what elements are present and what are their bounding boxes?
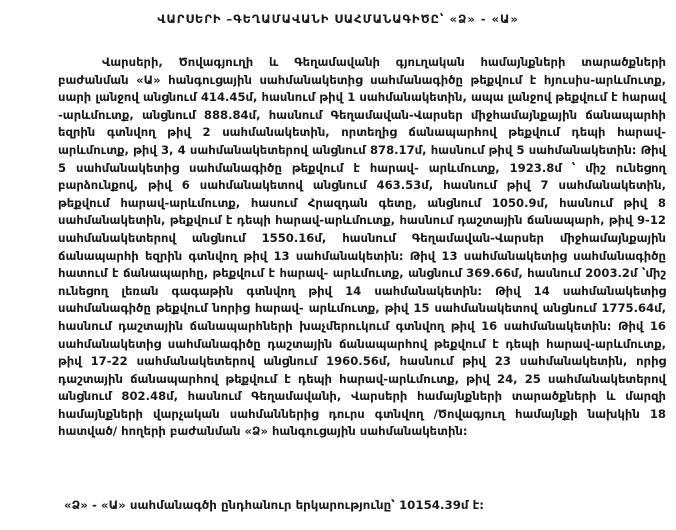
boundary-description-paragraph xyxy=(58,54,666,441)
paragraph-text: Վարսերի, Ծովագյուղի և Գեղամավանի գյուղական համայնքների տարածքների բաժանման «Ա» հանգուցային սահմանակետից սահմանագիծը թեքվում է հյուսիս-արևմուտք, սարի լանջով անցնում 414.45մ, հասնում թիվ 1 սահմանակետին, ապա լանջով թեքվում է հարավ -արևմուտք, անցնում 888.84մ, հասնում Գեղամավան-Վարսեր միջհամայնքային ճանապարհի եզրին գտնվող թիվ 2 սահմանակետին, որտեղից ճանապարհով թեքվում դեպի հարավ-արևմուտք, թիվ 3, 4 սահմանակետերով անցնում 878.17մ, հասնում թիվ 5 սահմանակետին: Թիվ 5 սահմանակետից սահմանագիծը թեքվում է հարավ- արևմուտք, 1923.8մ ՝ միշ ունեցող բարձունքով, թիվ 6 սահմանակետով անցնում 463.53մ, հասնում թիվ 7 սահմանակետին, թեքվում հարավ-արևմուտք, հասում Հրազդան գետը, անցնում 1050.9մ, հասնում թիվ 8 սահմանակետին, թեքվում է դեպի հարավ-արևմուտք, հասնում դաշտային ճանապարհ, թիվ 9-12 սահմանակետերով անցնում 1550.16մ, հասնում Գեղամավան-Վարսեր միջհամայնքային ճանապարհի եզրին գտնվող թիվ 13 սահմանակետին: Թիվ 13 սահմանակետից սահմանագիծը հատում է ճանապարհը, թեքվում է հարավ- արևմուտք, անցնում 369.66մ, հասնում 2003.2մ ՝միշ ունեցող լեռան գագաթին գտնվող թիվ 14 սահմանակետին: Թիվ 14 սահմանակետից սահմանագիծը թեքվում նորից հարավ- արևմուտք, թիվ 15 սահմանակետով անցնում 1775.64մ, հասնում դաշտային ճանապարհների խաչմերուկում գտնվող թիվ 16 սահմանակետին: Թիվ 16 սահմանակետից սահմանագիծը դաշտային ճանապարհով թեքվում է դեպի հարավ-արևմուտք, թիվ 17-22 սահմանակետերով անցնում 1960.56մ, հասնում թիվ 23 սահմանակետին, որից դաշտային ճանապարհով թեքվում է դեպի հարավ-արևմուտք, թիվ 24, 25 սահմանակետերով անցնում 802.48մ, հասնում Գեղամավանի, Վարսերի համայնքների տարածքների և մարզի համայնքների վարչական սահմաններից դուրս գտնվող /Ծովագյուղ համայնքի նախկին 18 հատված/ հողերի բաժանման «Ձ» հանգուցային սահմանակետին: xyxy=(58,55,666,439)
document-title: ՎԱՐՍԵՐԻ –ԳԵՂԱՄԱՎԱՆԻ ՍԱՀՄԱՆԱԳԻԾԸ՝ «Ձ» - «Ա» xyxy=(157,12,519,26)
total-length-line: «Ձ» - «Ա» սահմանագծի ընդհանուր երկարությունը՝ 10154.39մ է: xyxy=(64,498,484,512)
